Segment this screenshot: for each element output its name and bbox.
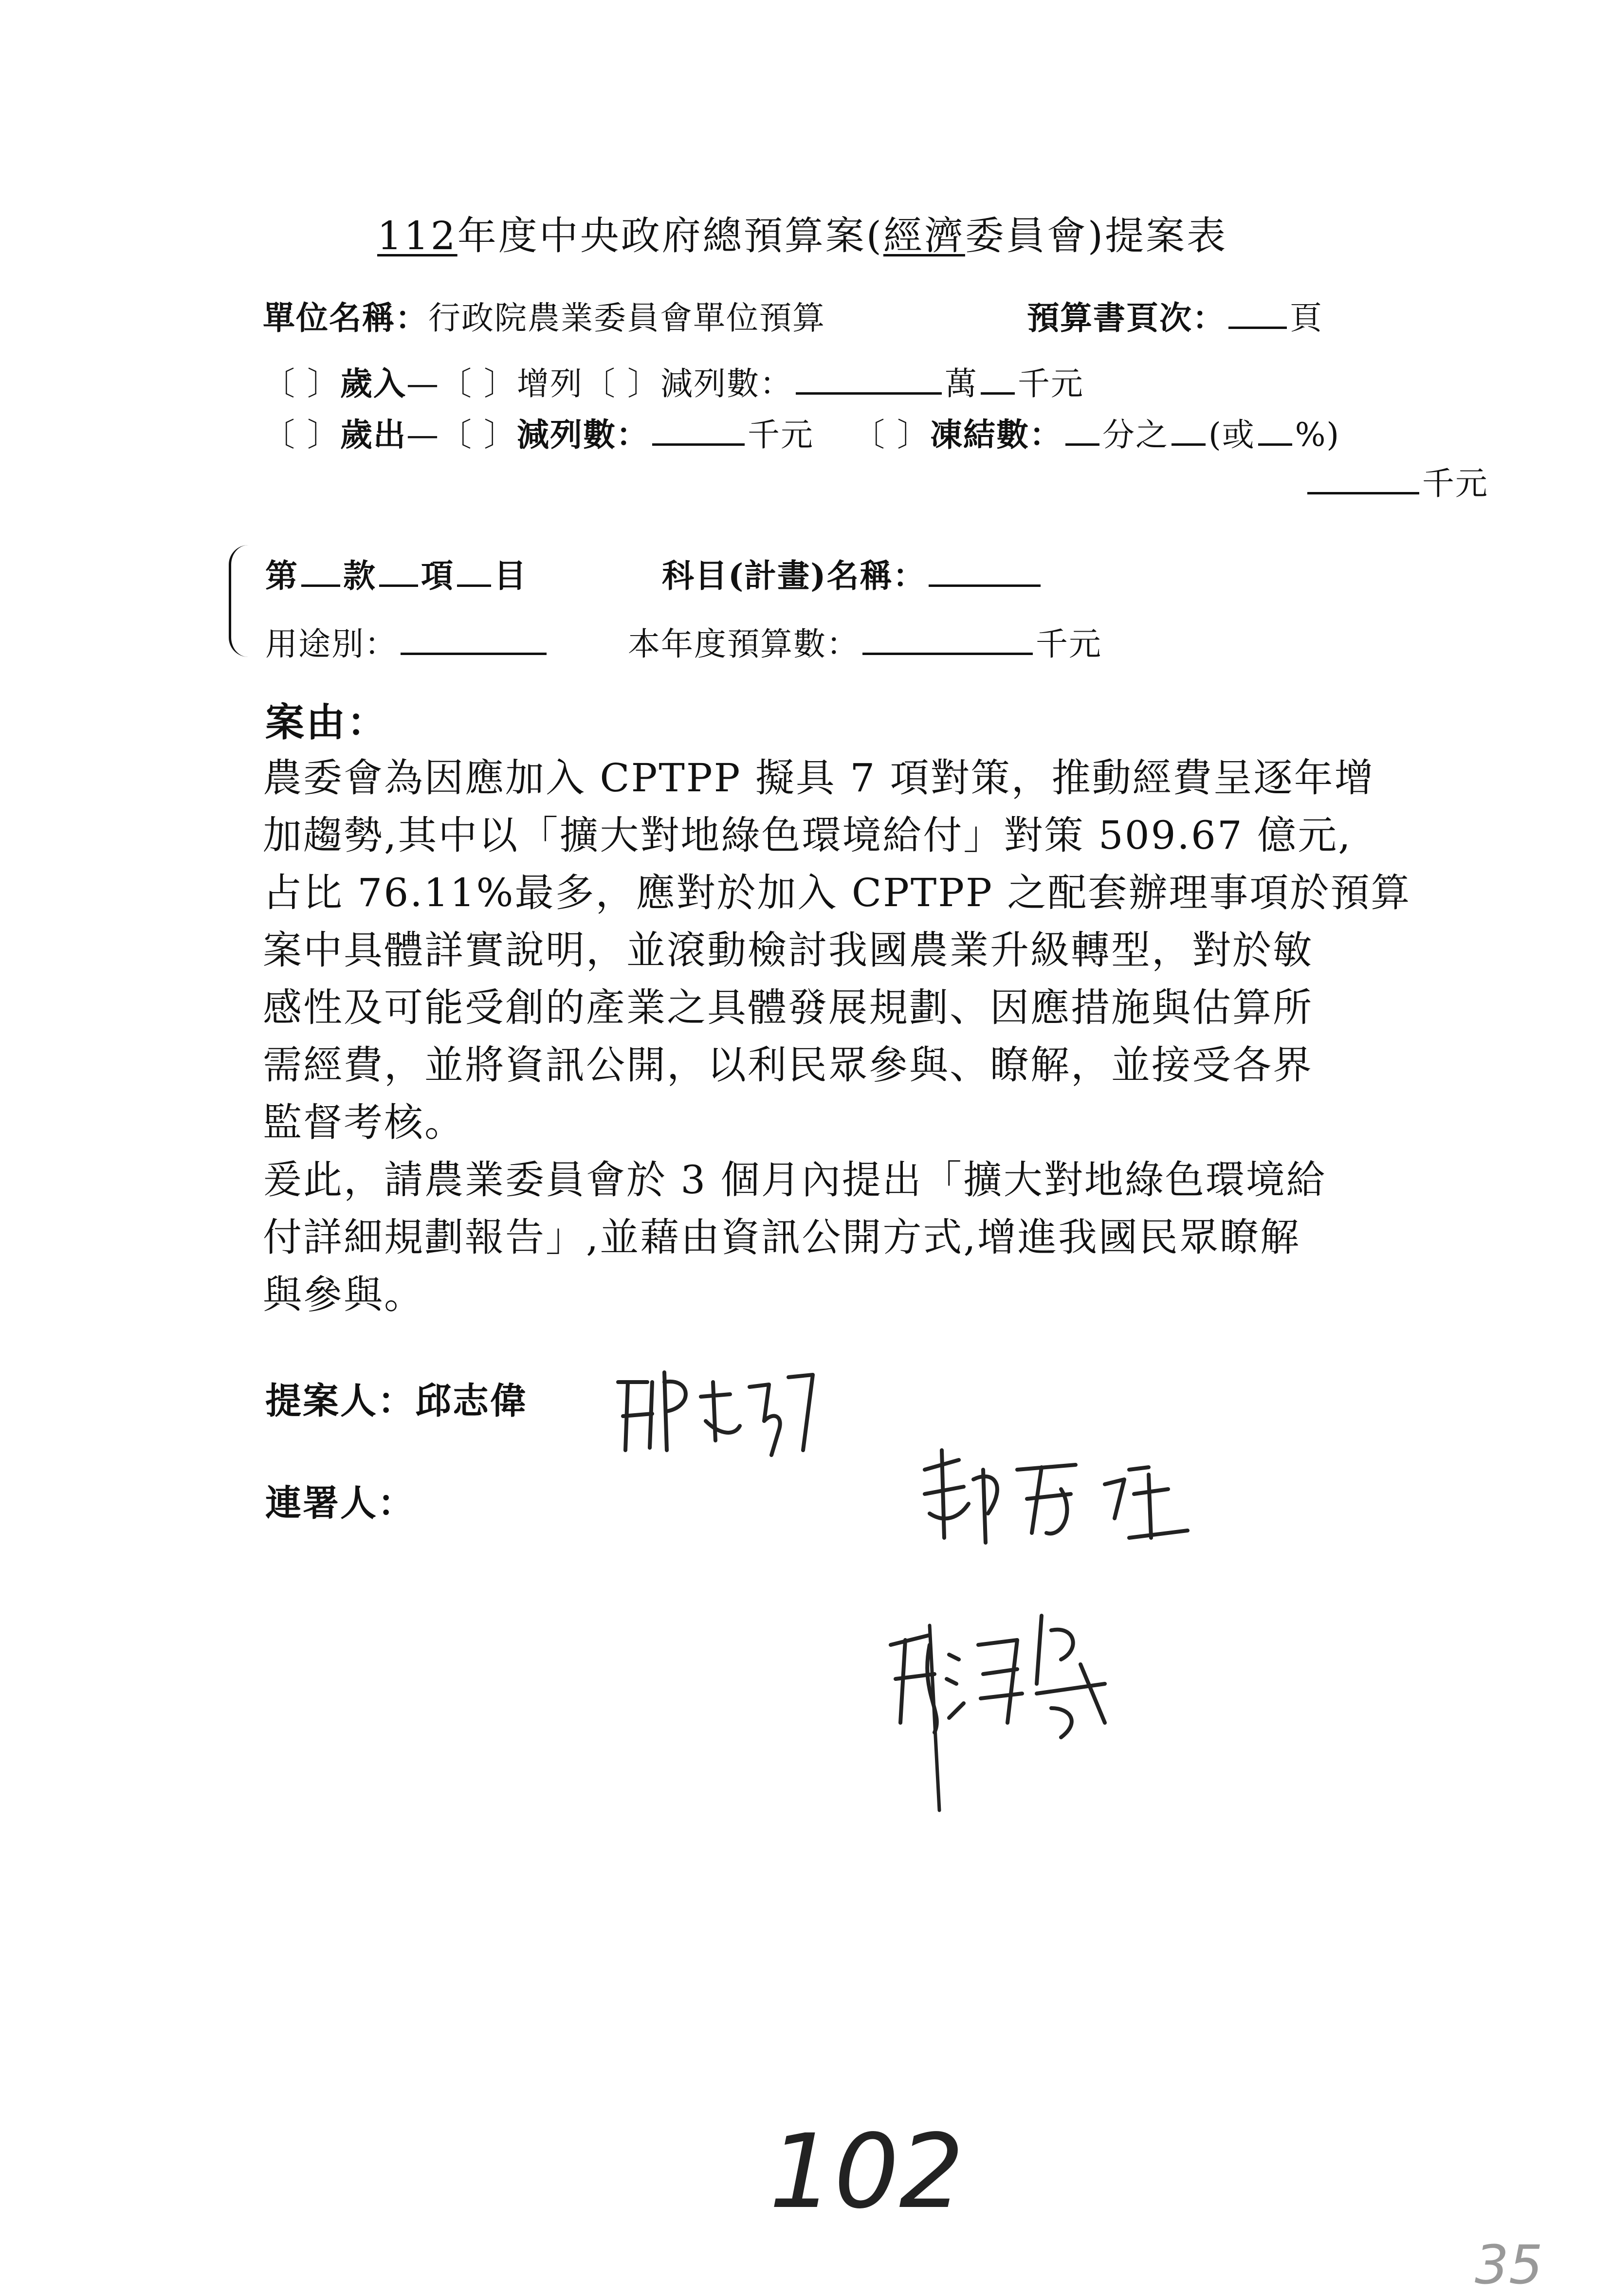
proposer-label: 提案人： bbox=[265, 1380, 415, 1422]
cosigner-label: 連署人： bbox=[265, 1482, 415, 1524]
budget-page-label: 預算書頁次： bbox=[1027, 299, 1226, 337]
revenue-decrease-label: 減列數： bbox=[660, 365, 793, 402]
item-mu: 目 bbox=[494, 557, 527, 595]
budget-page-unit: 頁 bbox=[1290, 299, 1323, 337]
reason-line: 監督考核。 bbox=[263, 1100, 465, 1145]
revenue-increase-label: 增列 bbox=[516, 365, 583, 402]
revenue-thousand-label: 千元 bbox=[1017, 365, 1084, 402]
usage-row bbox=[265, 618, 549, 664]
reason-line: 需經費，並將資訊公開，以利民眾參與、瞭解，並接受各界 bbox=[263, 1042, 1313, 1088]
freeze-numerator-blank bbox=[1172, 414, 1206, 446]
freeze-fraction: 分之 bbox=[1102, 416, 1169, 454]
reason-line: 案中具體詳實說明，並滾動檢討我國農業升級轉型，對於敏 bbox=[263, 928, 1313, 973]
freeze-checkbox: 〔 〕 bbox=[852, 416, 930, 454]
item-row bbox=[265, 550, 527, 596]
freeze-or: (或 bbox=[1208, 416, 1255, 454]
handwritten-corner-number: 35 bbox=[1475, 2234, 1543, 2296]
unit-label: 單位名稱： bbox=[263, 299, 428, 337]
expense-label: 歲出 bbox=[340, 416, 406, 454]
revenue-thousand-blank bbox=[981, 363, 1015, 395]
expense-decrease-blank bbox=[652, 414, 745, 446]
form-title bbox=[377, 204, 1227, 260]
budget-unit: 千元 bbox=[1036, 625, 1102, 663]
expense-row bbox=[263, 409, 1340, 455]
usage-label: 用途別： bbox=[265, 625, 398, 663]
item-di: 第 bbox=[265, 557, 298, 595]
reason-line: 加趨勢,其中以「擴大對地綠色環境給付」對策 509.67 億元, bbox=[263, 813, 1352, 858]
freeze-percent: %) bbox=[1295, 416, 1340, 454]
freeze-amount-unit: 千元 bbox=[1422, 465, 1488, 502]
expense-checkbox: 〔 〕 bbox=[263, 416, 340, 454]
revenue-row bbox=[263, 358, 1084, 404]
proposer-name: 邱志偉 bbox=[415, 1380, 528, 1422]
reason-line: 付詳細規劃報告」,並藉由資訊公開方式,增進我國民眾瞭解 bbox=[263, 1215, 1300, 1260]
budget-row bbox=[628, 618, 1102, 664]
item-xiang: 項 bbox=[421, 557, 454, 595]
subject-label: 科目(計畫)名稱： bbox=[662, 557, 926, 595]
revenue-label: 歲入 bbox=[340, 364, 406, 402]
subject-row bbox=[662, 550, 1043, 596]
subject-blank bbox=[929, 555, 1041, 587]
freeze-amount-blank bbox=[1307, 463, 1419, 494]
freeze-denominator-blank bbox=[1065, 414, 1099, 446]
freeze-percent-blank bbox=[1258, 414, 1292, 446]
reason-body bbox=[263, 749, 1411, 1324]
title-part2: 委員會)提案表 bbox=[965, 213, 1228, 258]
revenue-wan-blank bbox=[796, 363, 942, 395]
title-part1: 年度中央政府總預算案( bbox=[457, 213, 883, 258]
handwritten-page-number: 102 bbox=[769, 2112, 964, 2231]
unit-row bbox=[263, 292, 825, 338]
expense-decrease-label: 減列數： bbox=[516, 416, 649, 454]
budget-page-row bbox=[1027, 292, 1323, 338]
expense-second-row bbox=[1304, 457, 1488, 504]
item-kuan: 款 bbox=[343, 557, 376, 595]
budget-page-blank bbox=[1228, 297, 1287, 329]
proposer-row bbox=[265, 1372, 528, 1424]
budget-blank bbox=[862, 623, 1033, 655]
title-committee: 經濟 bbox=[883, 213, 965, 258]
expense-decrease-checkbox: 〔 〕 bbox=[439, 416, 517, 454]
cosigner-signature-1 bbox=[915, 1440, 1217, 1557]
revenue-decrease-checkbox: 〔 〕 bbox=[583, 365, 660, 402]
expense-dash: — bbox=[406, 416, 439, 454]
revenue-increase-checkbox: 〔 〕 bbox=[439, 365, 517, 402]
revenue-checkbox: 〔 〕 bbox=[263, 365, 340, 402]
reason-line: 爰此，請農業委員會於 3 個月內提出「擴大對地綠色環境給 bbox=[263, 1157, 1327, 1203]
item-bracket bbox=[229, 545, 249, 657]
reason-line: 占比 76.11%最多，應對於加入 CPTPP 之配套辦理事項於預算 bbox=[263, 870, 1411, 915]
usage-blank bbox=[401, 623, 547, 655]
reason-line: 農委會為因應加入 CPTPP 擬具 7 項對策，推動經費呈逐年增 bbox=[263, 755, 1375, 801]
freeze-label: 凍結數： bbox=[930, 416, 1062, 454]
unit-value: 行政院農業委員會單位預算 bbox=[428, 299, 825, 337]
revenue-wan-label: 萬 bbox=[944, 365, 978, 402]
title-year: 112 bbox=[377, 213, 458, 258]
revenue-dash: — bbox=[406, 365, 439, 402]
item-xiang-blank bbox=[379, 555, 418, 587]
reason-heading: 案由： bbox=[265, 699, 388, 745]
item-kuan-blank bbox=[301, 555, 340, 587]
proposer-signature bbox=[608, 1353, 827, 1465]
cosigner-signature-2 bbox=[876, 1596, 1149, 1820]
expense-thousand-label: 千元 bbox=[747, 416, 814, 454]
reason-line: 與參與。 bbox=[263, 1272, 424, 1317]
budget-label: 本年度預算數： bbox=[628, 625, 860, 663]
reason-line: 感性及可能受創的產業之具體發展規劃、因應措施與估算所 bbox=[263, 985, 1313, 1030]
item-mu-blank bbox=[457, 555, 491, 587]
